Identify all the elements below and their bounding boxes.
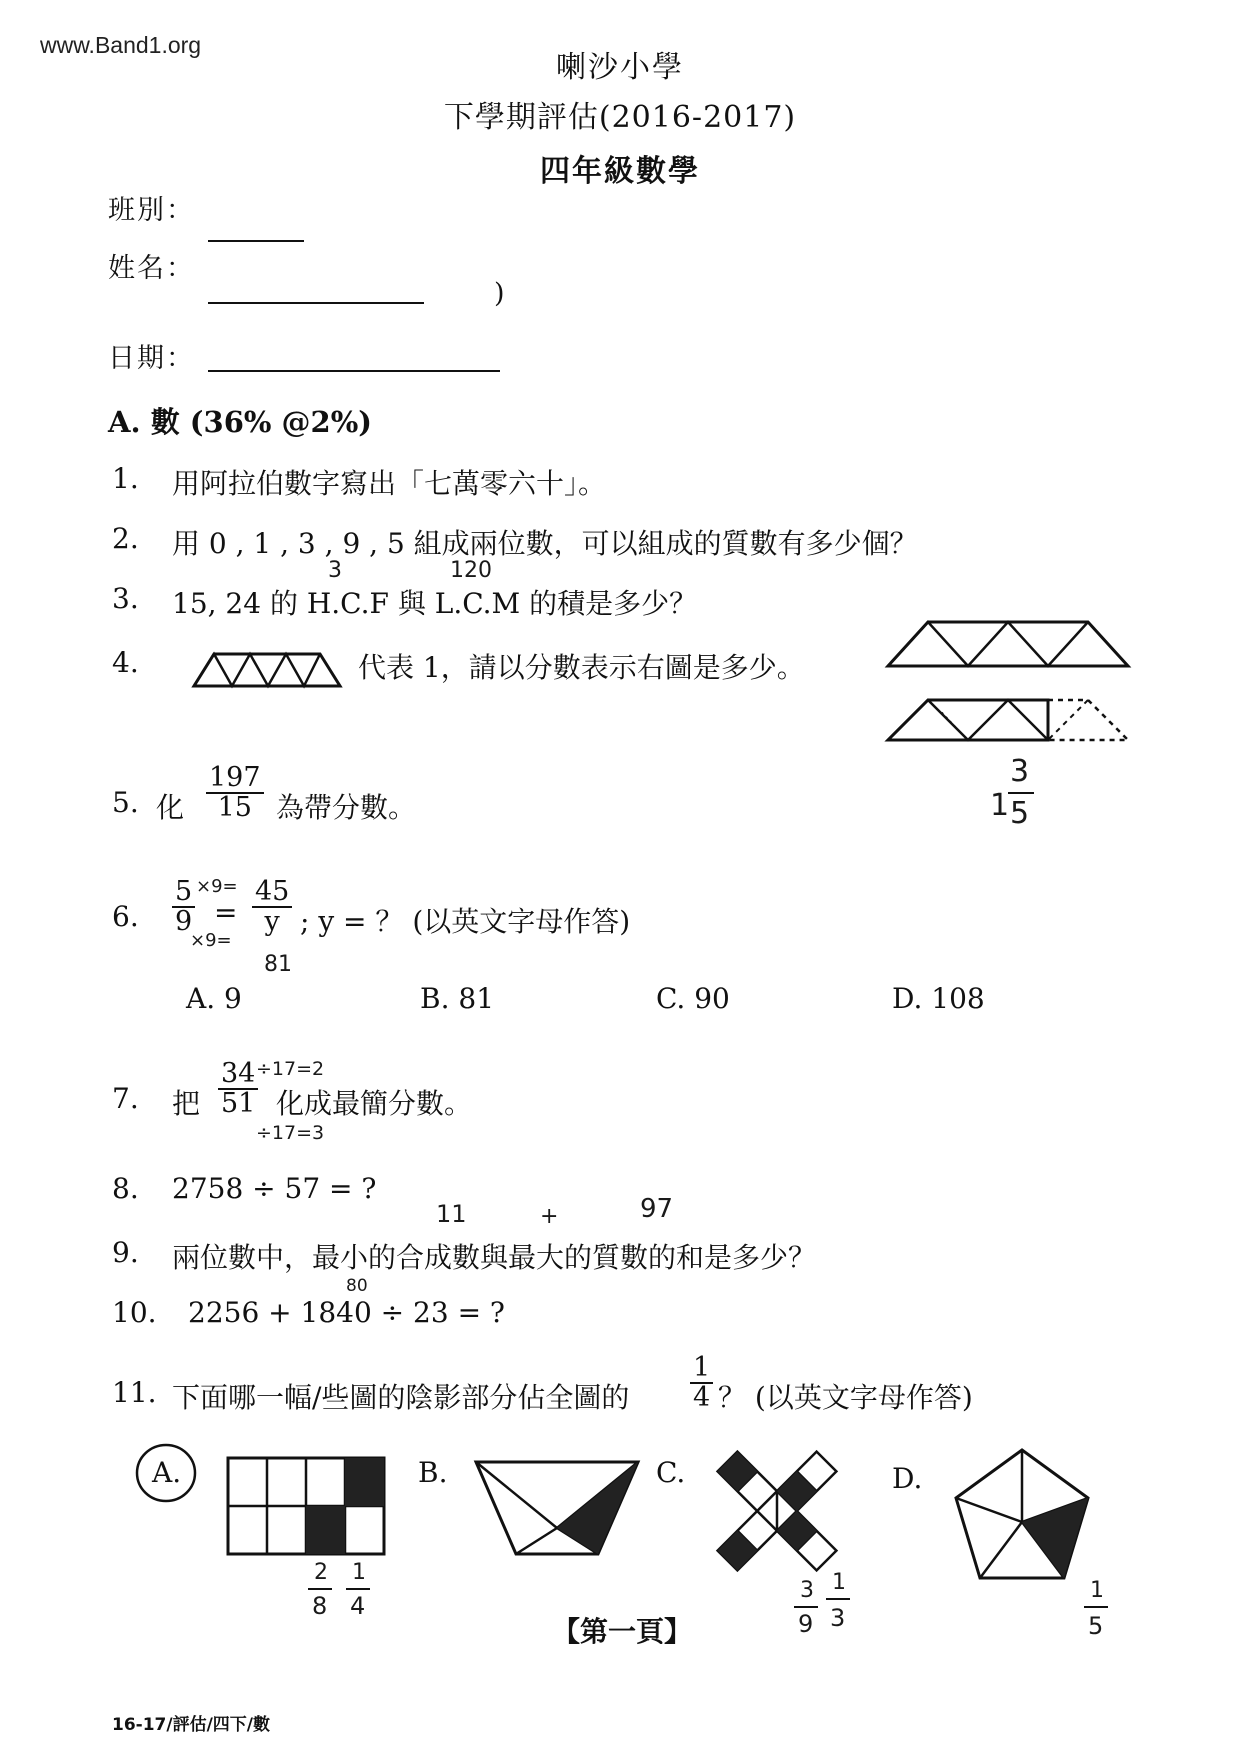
q7-fraction	[218, 1060, 258, 1119]
q5-prefix: 化	[156, 791, 185, 824]
footer-code: 16-17/評估/四下/數	[112, 1715, 270, 1735]
q11-figure-d[interactable]	[952, 1446, 1092, 1582]
q6-fraction-1	[172, 878, 195, 937]
q2-text: 用 0 , 1 , 3 , 9 , 5 組成兩位數，可以組成的質數有多少個？	[172, 527, 918, 560]
exam-title: 下學期評估(2016-2017)	[443, 100, 797, 135]
q5-number: 5.	[112, 786, 139, 819]
subject-title: 四年級數學	[540, 154, 700, 189]
q11-frac-den: 4	[693, 1382, 711, 1414]
date-field[interactable]	[208, 370, 500, 372]
q11c-num-1: 3	[800, 1578, 814, 1603]
q5-fraction	[206, 764, 264, 823]
class-label: 班別：	[108, 195, 195, 226]
q11a-bar-2	[346, 1588, 370, 1590]
q6-frac2-num: 45	[252, 878, 292, 908]
q11d-num: 1	[1090, 1578, 1104, 1603]
q3-number: 3.	[112, 582, 139, 615]
section-a-heading: A. 數 (36% @2%)	[108, 405, 372, 439]
q11d-bar	[1084, 1606, 1108, 1608]
q11a-den-1: 8	[312, 1592, 328, 1620]
page-number-label: 【第一頁】	[552, 1615, 693, 1648]
school-name: 喇沙小學	[556, 50, 684, 85]
q11-label-a[interactable]: A.	[152, 1456, 182, 1489]
class-field[interactable]	[208, 240, 304, 242]
q11-label-c[interactable]: C.	[656, 1456, 686, 1489]
q11-label-b[interactable]: B.	[418, 1456, 448, 1489]
q6-frac2-den: y	[264, 906, 280, 938]
q6-frac1-num: 5	[172, 878, 195, 908]
q4-answer-whole: 1	[990, 788, 1010, 823]
q3-text: 15, 24 的 H.C.F 與 L.C.M 的積是多少？	[172, 587, 698, 620]
q6-equals: =	[214, 896, 238, 929]
q6-text: ; y = ？ (以英文字母作答)	[300, 905, 631, 938]
q11a-bar-1	[308, 1588, 332, 1590]
q8-text: 2758 ÷ 57 = ?	[172, 1172, 377, 1205]
q6-option-d[interactable]: D. 108	[892, 982, 985, 1015]
q10-text: 2256 + 1840 ÷ 23 = ?	[188, 1296, 505, 1329]
q10-handwritten-mid: 80	[346, 1276, 368, 1296]
q4-unit-figure	[192, 650, 342, 690]
q11-text: 下面哪一幅/些圖的陰影部分佔全圖的	[172, 1381, 630, 1414]
q7-number: 7.	[112, 1082, 139, 1115]
q6-handwritten-bottom: ×9=	[190, 930, 232, 951]
q11-frac-num: 1	[690, 1354, 713, 1384]
q6-number: 6.	[112, 900, 139, 933]
watermark: www.Band1.org	[40, 32, 202, 58]
q5-frac-num: 197	[206, 764, 264, 794]
q4-answer-figure	[880, 618, 1140, 748]
q4-answer-bar	[1008, 792, 1034, 794]
q4-text: 代表 1，請以分數表示右圖是多少。	[358, 651, 805, 684]
q7-handwritten-bottom: ÷17=3	[256, 1122, 325, 1144]
q11c-bar-2	[826, 1598, 850, 1600]
q4-number: 4.	[112, 646, 139, 679]
date-label: 日期：	[108, 343, 195, 374]
q6-option-c[interactable]: C. 90	[656, 982, 730, 1015]
q7-suffix: 化成最簡分數。	[276, 1087, 473, 1120]
q3-handwritten-hcf: 3	[328, 558, 342, 583]
q11c-bar-1	[794, 1606, 818, 1608]
q11-figure-a[interactable]	[226, 1456, 386, 1556]
name-field[interactable]	[208, 302, 424, 304]
q6-option-a[interactable]: A. 9	[186, 982, 242, 1015]
q7-frac-num: 34	[218, 1060, 258, 1090]
q11a-den-2: 4	[350, 1592, 366, 1620]
q6-handwritten-y: 81	[264, 952, 292, 977]
q11-label-d[interactable]: D.	[892, 1462, 923, 1495]
q10-number: 10.	[112, 1296, 157, 1329]
q2-number: 2.	[112, 522, 139, 555]
q9-number: 9.	[112, 1236, 139, 1269]
q1-text: 用阿拉伯數字寫出「七萬零六十」。	[172, 467, 607, 500]
q9-handwritten-plus: +	[540, 1204, 559, 1229]
q11a-num-1: 2	[314, 1560, 328, 1585]
name-label: 姓名：	[108, 253, 195, 284]
q7-frac-den: 51	[221, 1088, 256, 1120]
q4-answer-num: 3	[1010, 754, 1030, 789]
q1-number: 1.	[112, 462, 139, 495]
q5-suffix: 為帶分數。	[276, 791, 417, 824]
q11-figure-c[interactable]	[712, 1446, 842, 1576]
q11a-num-2: 1	[352, 1560, 366, 1585]
q11-number: 11.	[112, 1376, 157, 1409]
q11d-den: 5	[1088, 1612, 1104, 1640]
q6-frac1-den: 9	[175, 906, 193, 938]
q11-fraction	[690, 1354, 713, 1413]
q5-frac-den: 15	[217, 792, 252, 824]
q8-number: 8.	[112, 1172, 139, 1205]
q3-handwritten-lcm: 120	[450, 558, 492, 583]
q11c-den-1: 9	[798, 1610, 814, 1638]
q6-fraction-2	[252, 878, 292, 937]
q7-prefix: 把	[172, 1087, 201, 1120]
q11c-den-2: 3	[830, 1604, 846, 1632]
q6-option-b[interactable]: B. 81	[420, 982, 495, 1015]
q6-handwritten-top: ×9=	[196, 876, 238, 897]
q11-tail: ？ (以英文字母作答)	[718, 1381, 973, 1414]
name-closing-paren: )	[494, 278, 507, 309]
q7-handwritten-top: ÷17=2	[256, 1058, 325, 1080]
q11-figure-b[interactable]	[474, 1460, 640, 1558]
q11c-num-2: 1	[832, 1570, 846, 1595]
q9-handwritten-a: 11	[436, 1200, 467, 1228]
q9-text: 兩位數中，最小的合成數與最大的質數的和是多少？	[172, 1241, 817, 1274]
q9-handwritten-b: 97	[640, 1194, 674, 1224]
q4-answer-den: 5	[1010, 796, 1030, 831]
